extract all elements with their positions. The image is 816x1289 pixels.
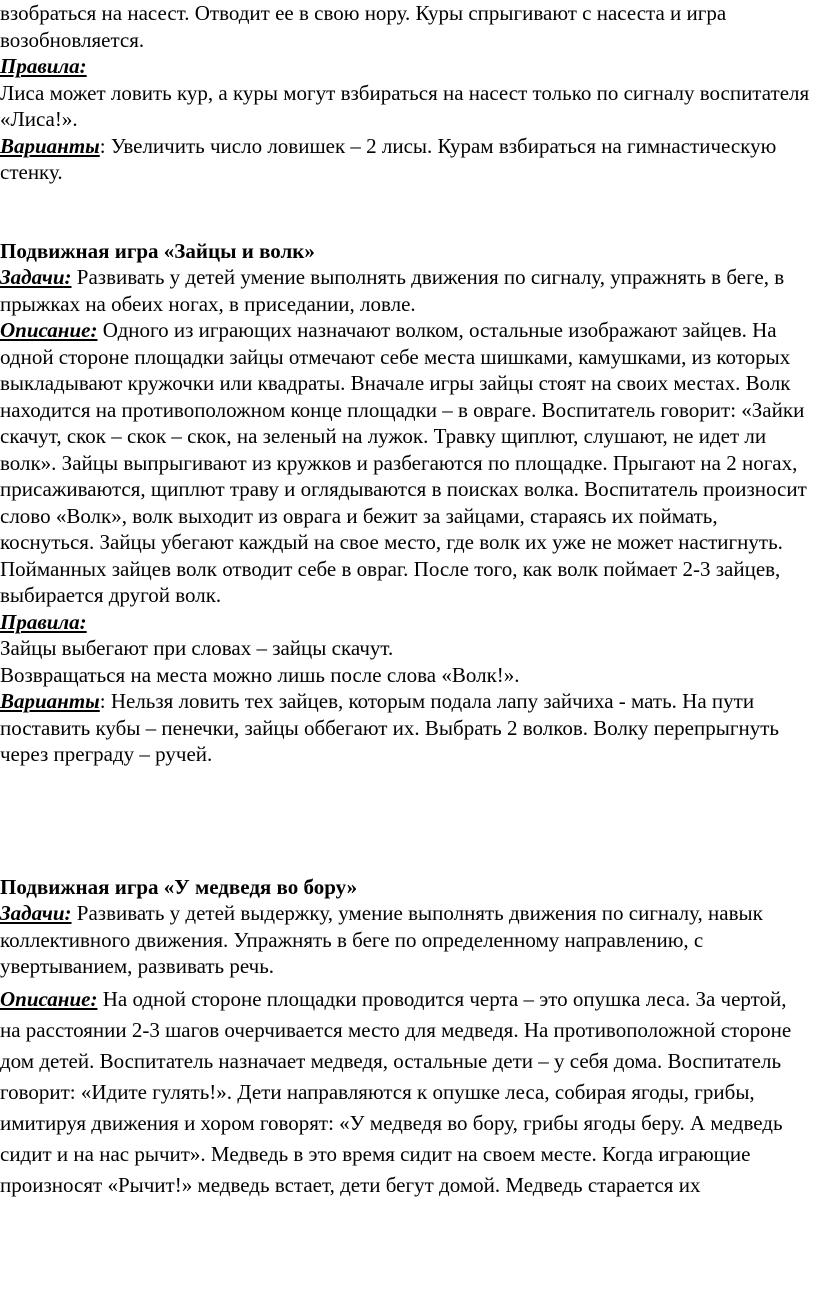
bear-game-title: Подвижная игра «У медведя во бору»	[0, 874, 358, 899]
tasks-text: Развивать у детей умение выполнять движения по сигналу, упражнять в беге, в прыжках на обеих ногах, в приседании, ловле.	[0, 265, 785, 316]
description-label: Описание:	[0, 318, 98, 342]
fox-rules-heading	[0, 53, 812, 80]
tasks-label: Задачи:	[0, 901, 72, 925]
tasks-label: Задачи:	[0, 265, 72, 289]
variants-text: : Нельзя ловить тех зайцев, которым подала лапу зайчиха - мать. На пути поставить кубы – пенечки, зайцы оббегают их. Выбрать 2 волков. Волку перепрыгнуть через преграду – ручей.	[0, 689, 779, 766]
fox-rules-text: Лиса может ловить кур, а куры могут взбираться на насест только по сигналу воспитателя «Лиса!».	[0, 80, 810, 131]
fox-game-section	[0, 0, 812, 186]
variants-label: Варианты	[0, 133, 100, 158]
bear-description	[0, 984, 812, 1201]
hares-description	[0, 317, 812, 609]
variants-label: Варианты	[0, 689, 100, 713]
description-label: Описание:	[0, 986, 98, 1011]
fox-description-end: взобраться на насест. Отводит ее в свою нору. Куры спрыгивают с насеста и игра возобновляется.	[0, 1, 727, 52]
tasks-text: Развивать у детей выдержку, умение выполнять движения по сигналу, навык коллективного движения. Упражнять в беге по определенному направлению, с увертыванием, развивать речь.	[0, 901, 763, 978]
hares-game-title: Подвижная игра «Зайцы и волк»	[0, 238, 315, 263]
fox-variants	[0, 133, 812, 186]
rules-label: Правила:	[0, 609, 87, 634]
hares-variants	[0, 688, 812, 768]
spacer	[0, 768, 812, 874]
hares-rules-line-2: Возвращаться на места можно лишь после слова «Волк!».	[0, 662, 520, 687]
variants-text: : Увеличить число ловишек – 2 лисы. Курам взбираться на гимнастическую стенку.	[0, 133, 777, 184]
hares-game-section	[0, 238, 812, 768]
spacer	[0, 186, 812, 212]
spacer	[0, 212, 812, 238]
hares-tasks	[0, 264, 812, 317]
description-text: На одной стороне площадки проводится черта – это опушка леса. За чертой, на расстоянии 2-3 шагов очерчивается место для медведя. На противоположной стороне дом детей. Воспитатель назначает медведя, остальные дети – у себя дома. Воспитатель говорит: «Идите гулять!». Дети направляются к опушке леса, собирая ягоды, грибы, имитируя движения и хором говорят: «У медведя во бору, грибы ягоды беру. А медведь сидит и на нас рычит». Медведь в это время сидит на своем месте. Когда играющие произносят «Рычит!» медведь встает, дети бегут домой. Медведь старается их	[0, 986, 792, 1197]
bear-game-section	[0, 874, 812, 1201]
description-text: Одного из играющих назначают волком, остальные изображают зайцев. На одной стороне площадки зайцы отмечают себе места шишками, камушками, из которых выкладывают кружочки или квадраты. Вначале игры зайцы стоят на своих местах. Волк находится на противоположном конце площадки – в овраге. Воспитатель говорит: «Зайки скачут, скок – скок – скок, на зеленый на лужок. Травку щиплют, слушают, не идет ли волк». Зайцы выпрыгивают из кружков и разбегаются по площадке. Прыгают на 2 ногах, присаживаются, щиплют траву и оглядываются в поисках волка. Воспитатель произносит слово «Волк», волк выходит из оврага и бежит за зайцами, стараясь их поймать, коснуться. Зайцы убегают каждый на свое место, где волк их уже не может настигнуть. Пойманных зайцев волк отводит себе в овраг. После того, как волк поймает 2-3 зайцев, выбирается другой волк.	[0, 318, 807, 607]
bear-tasks	[0, 900, 812, 980]
rules-label: Правила:	[0, 54, 87, 78]
hares-rules-heading	[0, 609, 812, 636]
hares-rules-line-1: Зайцы выбегают при словах – зайцы скачут.	[0, 636, 394, 660]
